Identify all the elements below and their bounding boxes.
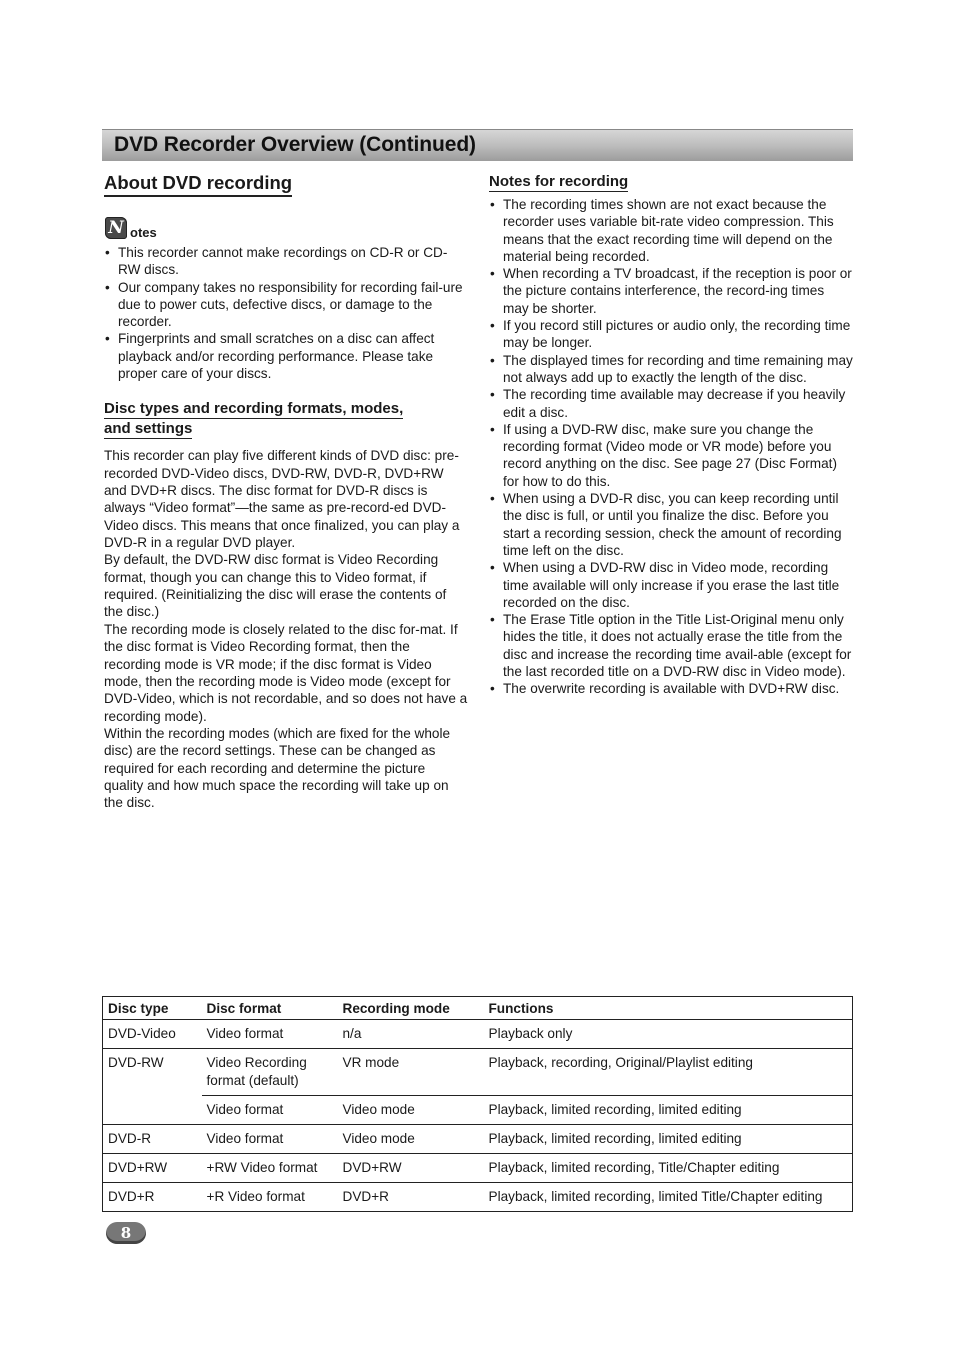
cell-functions: Playback, recording, Original/Playlist editing xyxy=(484,1049,853,1096)
notes-icon: N xyxy=(105,217,127,239)
disc-type-table xyxy=(102,996,853,1212)
cell-recording-mode: DVD+RW xyxy=(338,1154,484,1183)
cell-disc-format: +R Video format xyxy=(202,1183,338,1212)
page-number-badge xyxy=(106,1222,146,1244)
recording-note-item: • The overwrite recording is available with DVD+RW disc. xyxy=(489,680,853,697)
recording-note-item: • The Erase Title option in the Title List-Original menu only hides the title, it does not actually erase the title from the disc and increase the recording time avail-able (except for the last recorded title on a DVD-RW disc in Video mode). xyxy=(489,611,853,680)
header-disc-format: Disc format xyxy=(202,997,338,1020)
header-disc-type: Disc type xyxy=(103,997,202,1020)
disc-types-body xyxy=(104,447,468,811)
recording-note-item: • When using a DVD-RW disc in Video mode, recording time available will only increase if you erase the last title recorded on the disc. xyxy=(489,559,853,611)
table-row xyxy=(103,1020,853,1049)
table-row xyxy=(103,1183,853,1212)
cell-recording-mode: Video mode xyxy=(338,1096,484,1125)
cell-disc-format: Video format xyxy=(206,1026,284,1041)
recording-note-item: • When recording a TV broadcast, if the reception is poor or the picture contains interference, the record-ing times may be shorter. xyxy=(489,265,853,317)
note-item: • This recorder cannot make recordings on CD-R or CD-RW discs. xyxy=(104,244,468,279)
cell-functions: Playback only xyxy=(488,1026,573,1041)
cell-disc-type: DVD-Video xyxy=(108,1026,176,1041)
cell-disc-format: Video Recording format (default) xyxy=(202,1049,338,1096)
recording-note-item: • When using a DVD-R disc, you can keep recording until the disc is full, or until you finalize the disc. Before you start a recording session, check the amount of recording time left on the disc. xyxy=(489,490,853,559)
paragraph: This recorder can play five different kinds of DVD disc: pre-recorded DVD-Video discs, DVD-RW, DVD-R, DVD+RW and DVD+R discs. The disc format for DVD-R discs is always “Video format”—the same as pre-record-ed DVD-Video discs. This means that once finalized, you can play a DVD-R in a regular DVD player. xyxy=(104,448,460,551)
paragraph: The recording mode is closely related to the disc for-mat. If the disc format is Video Recording format, then the recording mode is VR mode; if the disc format is Video mode, then the recording mode is Video mode (except for DVD-Video, which is not recordable, and so does not have a recording mode). xyxy=(104,621,468,724)
note-item: • Fingerprints and small scratches on a disc can affect playback and/or recording performance. Please take proper care of your discs. xyxy=(104,330,468,382)
recording-note-item: • If you record still pictures or audio only, the recording time may be longer. xyxy=(489,317,853,352)
cell-functions: Playback, limited recording, limited editing xyxy=(484,1096,853,1125)
cell-functions: Playback, limited recording, limited Title/Chapter editing xyxy=(484,1183,853,1212)
cell-recording-mode: DVD+R xyxy=(338,1183,484,1212)
right-column xyxy=(489,172,853,698)
cell-disc-format: +RW Video format xyxy=(202,1154,338,1183)
recording-note-item: • If using a DVD-RW disc, make sure you change the recording format (Video mode or VR mode) before you record anything on the disc. See page 27 (Disc Format) for how to do this. xyxy=(489,421,853,490)
cell-recording-mode: VR mode xyxy=(338,1049,484,1096)
about-heading: About DVD recording xyxy=(104,172,292,197)
table-row xyxy=(103,1154,853,1183)
paragraph: By default, the DVD-RW disc format is Video Recording format, though you can change this to Video format, if required. (Reinitializing the disc will erase the contents of the disc.) xyxy=(104,552,447,620)
note-item: • Our company takes no responsibility for recording fail-ure due to power cuts, defective discs, or damage to the recorder. xyxy=(104,279,468,331)
cell-recording-mode: n/a xyxy=(342,1026,362,1041)
table-row xyxy=(103,1125,853,1154)
cell-disc-format: Video format xyxy=(202,1125,338,1154)
header-functions: Functions xyxy=(484,997,853,1020)
notes-list xyxy=(104,244,468,382)
cell-functions: Playback, limited recording, Title/Chapter editing xyxy=(484,1154,853,1183)
recording-note-item: • The recording time available may decrease if you heavily edit a disc. xyxy=(489,386,853,421)
cell-disc-format: Video format xyxy=(202,1096,338,1125)
page-title: DVD Recorder Overview (Continued) xyxy=(114,133,476,156)
disc-types-heading-line1: Disc types and recording formats, modes, xyxy=(104,400,404,418)
table-header-row xyxy=(103,997,853,1020)
table-row xyxy=(103,1049,853,1096)
table-row xyxy=(103,1096,853,1125)
cell-disc-type: DVD-R xyxy=(103,1125,202,1154)
cell-disc-type: DVD-RW xyxy=(103,1049,202,1125)
recording-notes-list xyxy=(489,196,853,698)
paragraph: Within the recording modes (which are fixed for the whole disc) are the record settings. These can be changed as required for each recording and determine the picture quality and how much space the recording will take up on the disc. xyxy=(104,725,451,811)
notes-label: otes xyxy=(130,225,157,240)
cell-recording-mode: Video mode xyxy=(338,1125,484,1154)
cell-disc-type: DVD+R xyxy=(103,1183,202,1212)
disc-types-heading-line2: and settings xyxy=(104,420,193,438)
disc-types-heading xyxy=(104,399,468,439)
recording-note-item: • The displayed times for recording and time remaining may not always add up to exactly the length of the disc. xyxy=(489,352,853,387)
cell-functions: Playback, limited recording, limited editing xyxy=(484,1125,853,1154)
header-recording-mode: Recording mode xyxy=(338,997,484,1020)
notes-recording-heading: Notes for recording xyxy=(489,173,629,190)
left-column xyxy=(104,172,468,812)
recording-note-item: • The recording times shown are not exact because the recorder uses variable bit-rate video compression. This means that the exact recording time will depend on the material being recorded. xyxy=(489,196,853,265)
section-title-bar xyxy=(102,129,853,161)
notes-header xyxy=(104,217,468,243)
cell-disc-type: DVD+RW xyxy=(103,1154,202,1183)
page-number: 8 xyxy=(120,1224,132,1242)
